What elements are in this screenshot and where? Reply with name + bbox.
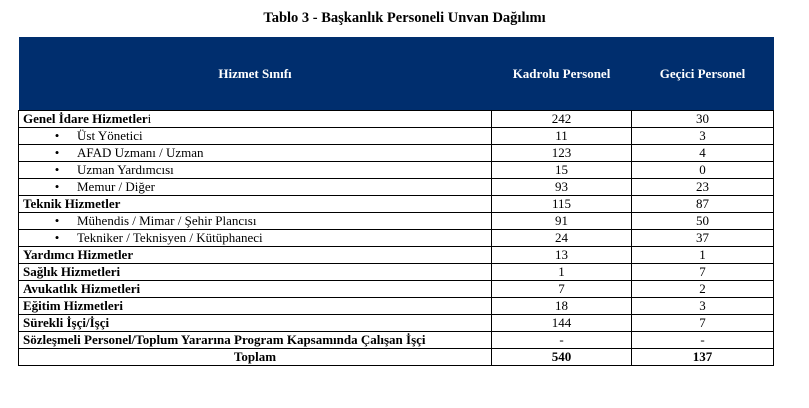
- gecici-value: 7: [632, 315, 774, 332]
- table-row-teknik-hizmetler: [19, 196, 774, 213]
- bullet-icon: •: [54, 128, 60, 143]
- table-row-total: [19, 349, 774, 366]
- header-gecici-personel: Geçici Personel: [632, 37, 774, 111]
- table-row-memur-diger: [19, 179, 774, 196]
- gecici-value: -: [632, 332, 774, 349]
- table-row-sozlesmeli: [19, 332, 774, 349]
- kadrolu-value: 13: [492, 247, 632, 264]
- row-label: Sözleşmeli Personel/Toplum Yararına Program Kapsamında Çalışan İşçi: [19, 332, 492, 349]
- gecici-value: 23: [632, 179, 774, 196]
- total-gecici: 137: [632, 349, 774, 366]
- row-label: Sağlık Hizmetleri: [19, 264, 492, 281]
- table-row-surekli-isci: [19, 315, 774, 332]
- kadrolu-value: 93: [492, 179, 632, 196]
- header-hizmet-sinifi: Hizmet Sınıfı: [19, 37, 492, 111]
- row-label-text: AFAD Uzmanı / Uzman: [77, 145, 204, 160]
- table-row-tekniker: [19, 230, 774, 247]
- bullet-icon: •: [54, 145, 60, 160]
- bullet-icon: •: [54, 179, 60, 194]
- row-label: [19, 213, 492, 230]
- table-row-genel-idare: [19, 111, 774, 128]
- row-label: Sürekli İşçi/İşçi: [19, 315, 492, 332]
- total-kadrolu: 540: [492, 349, 632, 366]
- table-title: Tablo 3 - Başkanlık Personeli Unvan Dağılımı: [263, 10, 546, 26]
- kadrolu-value: 24: [492, 230, 632, 247]
- kadrolu-value: 18: [492, 298, 632, 315]
- row-label: Yardımcı Hizmetler: [19, 247, 492, 264]
- kadrolu-value: 242: [492, 111, 632, 128]
- gecici-value: 0: [632, 162, 774, 179]
- table-row-ust-yonetici: [19, 128, 774, 145]
- personnel-table: [18, 37, 774, 366]
- kadrolu-value: 1: [492, 264, 632, 281]
- kadrolu-value: 15: [492, 162, 632, 179]
- row-label-text: Üst Yönetici: [77, 128, 143, 143]
- table-header-row: [19, 37, 774, 111]
- row-label: [19, 179, 492, 196]
- table-row-avukatlik: [19, 281, 774, 298]
- row-label: [19, 162, 492, 179]
- table-row-saglik: [19, 264, 774, 281]
- gecici-value: 50: [632, 213, 774, 230]
- gecici-value: 30: [632, 111, 774, 128]
- gecici-value: 3: [632, 298, 774, 315]
- row-label-text: Memur / Diğer: [77, 179, 155, 194]
- kadrolu-value: 7: [492, 281, 632, 298]
- row-label: [19, 128, 492, 145]
- row-label: [19, 111, 492, 128]
- kadrolu-value: 115: [492, 196, 632, 213]
- row-label-suffix: i: [147, 111, 152, 126]
- kadrolu-value: 123: [492, 145, 632, 162]
- table-row-afad-uzmani: [19, 145, 774, 162]
- kadrolu-value: 91: [492, 213, 632, 230]
- total-label: Toplam: [19, 349, 492, 366]
- gecici-value: 4: [632, 145, 774, 162]
- row-label-text: Mühendis / Mimar / Şehir Plancısı: [77, 213, 257, 228]
- bullet-icon: •: [54, 230, 60, 245]
- gecici-value: 37: [632, 230, 774, 247]
- row-label: [19, 230, 492, 247]
- kadrolu-value: -: [492, 332, 632, 349]
- row-label-text: Genel İdare Hizmetler: [23, 111, 148, 126]
- table-row-yardimci: [19, 247, 774, 264]
- gecici-value: 2: [632, 281, 774, 298]
- bullet-icon: •: [54, 213, 60, 228]
- header-kadrolu-personel: Kadrolu Personel: [492, 37, 632, 111]
- row-label: Eğitim Hizmetleri: [19, 298, 492, 315]
- gecici-value: 3: [632, 128, 774, 145]
- bullet-icon: •: [54, 162, 60, 177]
- table-row-egitim: [19, 298, 774, 315]
- table-row-muhendis: [19, 213, 774, 230]
- gecici-value: 1: [632, 247, 774, 264]
- kadrolu-value: 11: [492, 128, 632, 145]
- row-label-text: Tekniker / Teknisyen / Kütüphaneci: [77, 230, 263, 245]
- gecici-value: 7: [632, 264, 774, 281]
- row-label-text: Uzman Yardımcısı: [77, 162, 174, 177]
- kadrolu-value: 144: [492, 315, 632, 332]
- table-row-uzman-yardimcisi: [19, 162, 774, 179]
- gecici-value: 87: [632, 196, 774, 213]
- row-label: Avukatlık Hizmetleri: [19, 281, 492, 298]
- row-label: Teknik Hizmetler: [19, 196, 492, 213]
- row-label: [19, 145, 492, 162]
